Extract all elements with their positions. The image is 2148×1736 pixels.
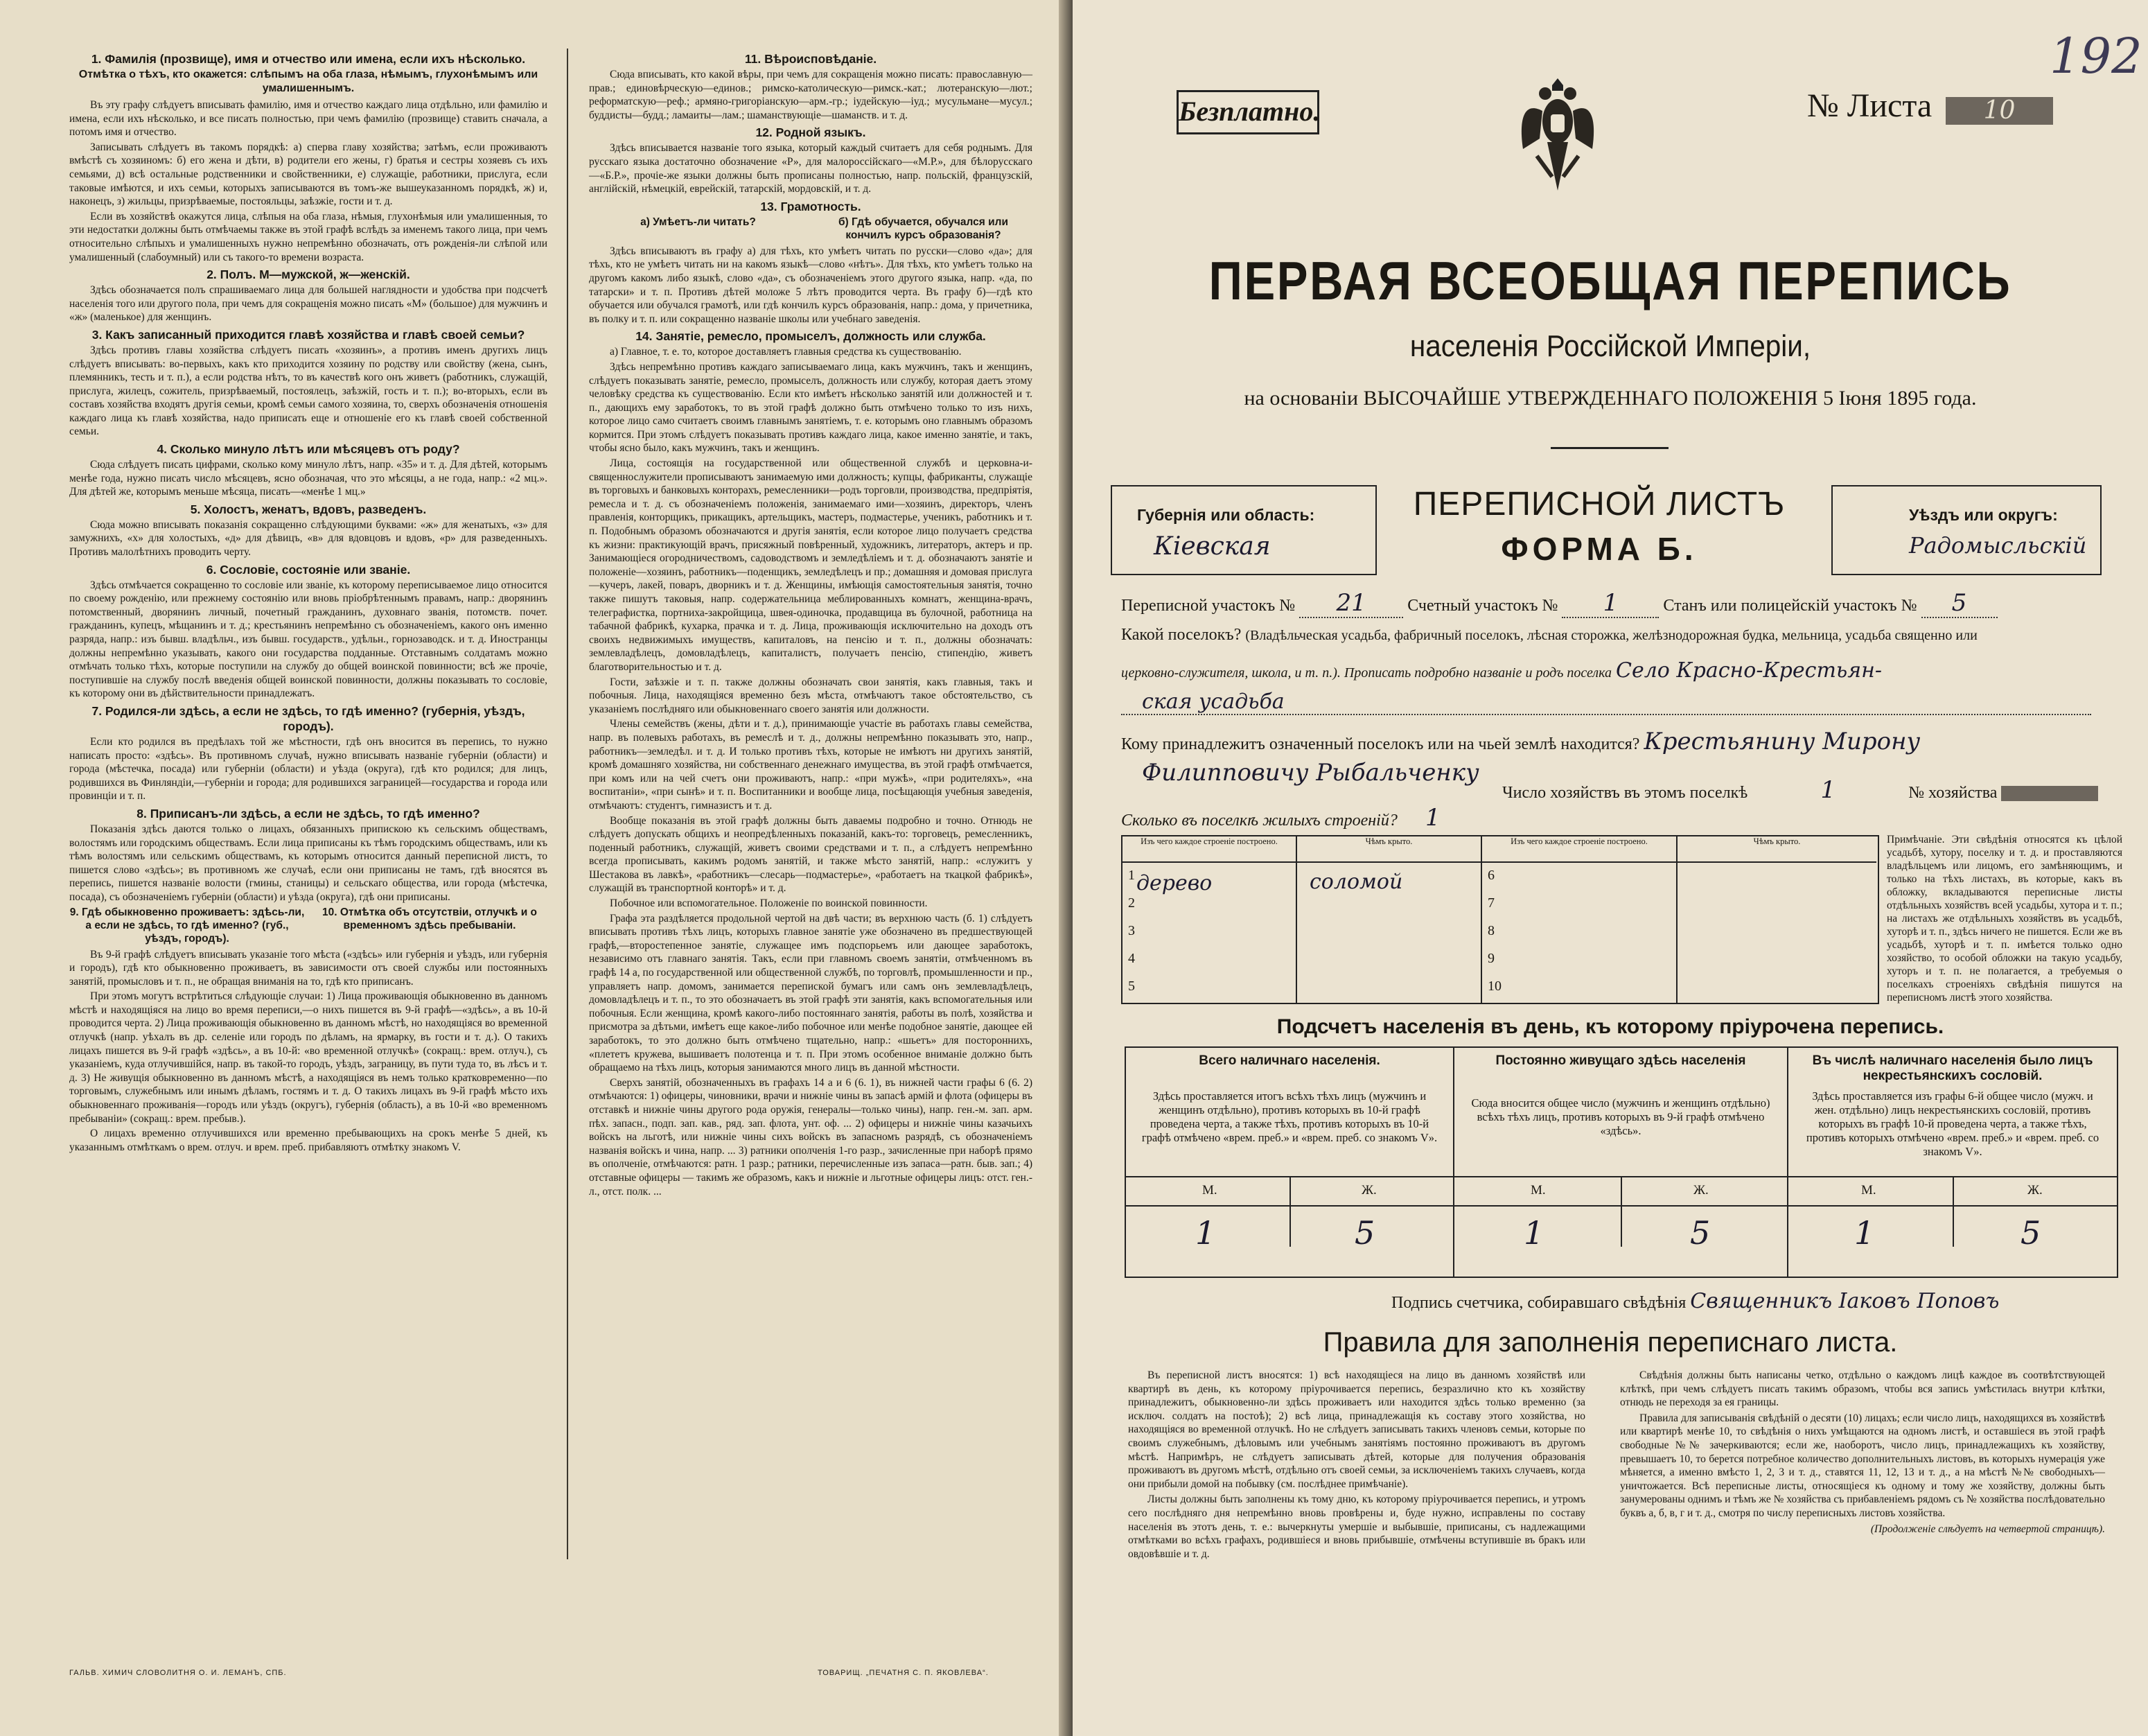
twin-heading (69, 906, 547, 945)
instruction-heading: 11. Вѣроисповѣданіе. (744, 52, 877, 66)
instruction-paragraph: Здѣсь противъ главы хозяйства слѣдуетъ писать «хозяинъ», а противъ именъ другихъ лицъ слѣдуетъ вписывать: во-первыхъ, какъ кто приходится хозяину по родству или свойству (жена, сынъ, племянникъ, тесть и т. п.), а если родства нѣтъ, то въ качествѣ кого онъ живетъ (работникъ, служащій, прислуга, жилецъ, сожитель, призрѣваемый, постоялецъ, заѣзжій, гость и т. п.); во-вторыхъ, если въ составъ хозяйства входятъ другія семьи, кромѣ семьи самого хозяина, то, сверхъ обозначенія отношенія каждаго лица къ главѣ хозяйства, надо приписать еще и отношеніе его къ главѣ своей собственной семьи. (69, 344, 547, 438)
bt-row-number: 2 (1128, 895, 1135, 911)
instruction-heading: 3. Какъ записанный приходится главѣ хозяйства и главѣ своей семьи? (91, 327, 525, 342)
settlement-hint: (Владѣльческая усадьба, фабричный поселокъ, лѣсная сторожка, желѣзнодорожная будка, мельница, усадьба священно или (1245, 628, 1978, 643)
census-form-page (1073, 0, 2148, 1736)
settlement-line (1121, 626, 1978, 645)
instruction-heading: 5. Холостъ, женатъ, вдовъ, разведенъ. (190, 502, 427, 516)
instruction-paragraph: Если въ хозяйствѣ окажутся лица, слѣпыя на оба глаза, нѣмыя, глухонѣмыя или умалишенныя, то эти недостатки должны быть отмѣчаемы также въ этой графѣ вслѣдъ за именемъ такого лица, при чемъ относительно слѣпыхъ и умалишенныхъ нужно непремѣнно обозначать, отъ рожденія-ли слѣпой или умалишенный (слабоумный) или съ такого-то времени возраста. (69, 210, 547, 263)
instruction-paragraph: Сюда можно вписывать показанія сокращенно слѣдующими буквами: «ж» для женатыхъ, «з» для замужнихъ, «х» для холостыхъ, «д» для дѣвицъ, «в» для вдовцовъ и вдовъ, «р» для разведенныхъ. Противъ малолѣтнихъ проводить черту. (69, 518, 547, 559)
twin-heading-part: б) Гдѣ обучается, обучался или кончилъ курсъ образованія? (838, 216, 1009, 241)
instructions-page (0, 0, 1073, 1736)
ct-permanent-male[interactable]: 1 (1524, 1214, 1544, 1252)
police-district-label: Станъ или полицейскій участокъ № (1663, 597, 1917, 615)
instruction-paragraph: Въ 9-й графѣ слѣдуетъ вписывать указаніе того мѣста («здѣсь» или губернія и уѣздъ, или губернія и городъ), гдѣ кто обыкновенно проживаетъ, въ зависимости отъ своей службы или постоянныхъ занятій, промысловъ и т. п., не обращая вниманія на то, гдѣ кто приписанъ. (69, 948, 547, 988)
signature-line (1391, 1289, 1999, 1313)
bt-row1-material[interactable]: дерево (1136, 871, 1213, 895)
census-subtitle: населенія Россійской Имперіи, (1409, 329, 1811, 363)
bt-header-roof: Чѣмъ крыто. (1297, 836, 1481, 863)
instruction-heading: 8. Приписанъ-ли здѣсь, а если не здѣсь, то гдѣ именно? (137, 806, 480, 821)
instruction-paragraph: а) Главное, т. е. то, которое доставляетъ главныя средства къ существованію. (610, 346, 962, 358)
instruction-paragraph: Гости, заѣзжіе и т. п. также должны обозначать свои занятія, какъ главныя, такъ и побочныя. Лица, находящіяся временно безъ мѣста, отмѣчаютъ такое обстоятельство, съ указаніемъ послѣдняго или обыкновеннаго своего занятія или должности. (589, 676, 1032, 715)
census-district-label: Переписной участокъ № (1121, 597, 1296, 615)
instruction-paragraph: Если кто родился въ предѣлахъ той же мѣстности, гдѣ онъ вносится въ перепись, то нужно написать просто: «здѣсь». Въ противномъ случаѣ, нужно вписывать названіе губерніи (области) и города (мѣстечка, посада) или губерніи (области) и уѣзда (округа), гдѣ кто родился; для лицъ, родившихся въ Финляндіи,—губерніи и города; для родившихся заграницей—государства и города или провинціи и т. п. (69, 735, 547, 803)
household-number-label: № хозяйства (1908, 784, 1998, 802)
ct-total-present-male[interactable]: 1 (1195, 1214, 1216, 1252)
uezd-label: Уѣздъ или округъ: (1909, 506, 2058, 524)
census-basis: на основаніи ВЫСОЧАЙШЕ УТВЕРЖДЕННАГО ПОЛОЖЕНІЯ 5 Іюня 1895 года. (1244, 387, 1977, 410)
settlement-label: Какой поселокъ? (1121, 626, 1242, 644)
rules-column-1 (1128, 1369, 1585, 1563)
buildings-count-line (1121, 804, 1464, 832)
owner-value-2[interactable]: Филипповичу Рыбальченку (1142, 759, 1479, 787)
ct-permanent-body: Сюда вносится общее число (мужчинъ и женщинъ отдѣльно) всѣхъ тѣхъ лицъ, противъ которыхъ въ 9-й графѣ отмѣчено «здѣсь». (1471, 1096, 1770, 1137)
bt-col-material-2 (1482, 836, 1678, 1003)
rule-paragraph: Въ переписной листъ вносятся: 1) всѣ находящіеся на лицо въ данномъ хозяйствѣ или квартирѣ въ день, къ которому пріурочивается перепись, безразлично кто къ хозяйству принадлежитъ, обыкновенно-ли здѣсь проживаетъ или находится здѣсь только временно (за исключ. солдатъ на постоѣ); 2) всѣ лица, принадлежащія къ составу этого хозяйства, но находящіяся во временной отлучкѣ. Но не слѣдуетъ записывать такихъ членовъ семьи, которые по своимъ служебнымъ, дѣловымъ или учебнымъ занятіямъ постоянно проживаютъ въ другомъ мѣстѣ. Напримѣръ, не слѣдуетъ записывать дѣтей, которые для получения образованія проживаютъ въ другомъ мѣстѣ, отдѣльно отъ своей семьи, за исключеніемъ такихъ случаевъ, когда они прибыли домой на побывку (см. послѣднее примѣчаніе). (1128, 1369, 1585, 1490)
settlement-value-2[interactable]: ская усадьба (1142, 690, 1285, 714)
bt-header-roof-2: Чѣмъ крыто. (1678, 836, 1876, 863)
rule-paragraph: Листы должны быть заполнены къ тому дню, къ которому пріурочивается перепись, и утромъ сего послѣдняго дня непремѣнно вновь провѣрены и, буде нужно, исправлены по составу населенія въ этотъ день, т. е.: вычеркнуты умершіе и выбывшіе, приписаны, съ надлежащими отмѣтками во всѣхъ графахъ, родившіеся и вновь прибывшіе, отмѣчены вступившіе въ бракъ или овдовѣвшіе и т. д. (1128, 1493, 1585, 1560)
owner-line (1121, 728, 1920, 755)
bt-col-material (1123, 836, 1297, 1003)
uezd-value[interactable]: Радомысльскій (1909, 532, 2087, 559)
instructions-column-2 (589, 49, 1032, 1200)
instruction-paragraph: Показанія здѣсь даются только о лицахъ, обязанныхъ припискою къ сельскимъ обществамъ, волостямъ или городскимъ обществамъ. Если лица приписаны къ тѣмъ городскимъ обществамъ, или къ тѣмъ волостямъ или сельскимъ обществамъ, къ которымъ относится данный переписной листъ, то пишется слово «здѣсь»; въ противномъ же случаѣ, если они приписаны не тамъ, гдѣ вносятся въ перепись, пишется названіе волости (гмины, станицы) и сельскаго общества, или города (мѣстечка, посада), съ обозначеніемъ губерніи (области) и уѣзда (округа), гдѣ они приписаны. (69, 823, 547, 903)
police-district-value[interactable]: 5 (1921, 589, 1998, 618)
bt-col-roof-2 (1678, 836, 1876, 1003)
female-label: Ж. (1693, 1183, 1709, 1198)
uezd-box (1831, 485, 2102, 575)
household-number-redacted (2001, 786, 2098, 801)
ct-non-peasant-female[interactable]: 5 (2021, 1214, 2041, 1252)
count-district-value[interactable]: 1 (1562, 589, 1659, 618)
instruction-paragraph: Въ эту графу слѣдуетъ вписывать фамилію, имя и отчество каждаго лица отдѣльно, или фамилію и имена, если ихъ нѣсколько, и все писать полностью, при чемъ фамилію (прозвище) ставить сначала, а потомъ имя и отчество. (69, 99, 547, 139)
instruction-paragraph: Здѣсь обозначается полъ спрашиваемаго лица для большей наглядности и удобства при подсчетѣ населенія того или другого пола, при чемъ для сокращенія можно писать «М» (большое) для мужчинъ и «ж» (маленькое) для женщинъ. (69, 284, 547, 324)
instruction-paragraph: Сюда слѣдуетъ писать цифрами, сколько кому минуло лѣтъ, напр. «35» и т. д. Для дѣтей, которымъ менѣе года, нужно писать число мѣсяцевъ, ясно обозначая, что это мѣсяцы, а не года, напр.: «2 мц.». Для дѣтей же, которымъ меньше мѣсяца, писать—«менѣе 1 мц.» (69, 459, 547, 498)
form-header-box (1111, 485, 2102, 575)
bt-row-number: 1 (1128, 868, 1135, 883)
female-label: Ж. (1362, 1183, 1377, 1198)
instruction-paragraph: О лицахъ временно отлучившихся или временно пребывающихъ на срокъ менѣе 5 дней, къ указаннымъ отмѣткамъ о врем. отлуч. и врем. преб. прибавляютъ отмѣтку знакомъ V. (69, 1128, 547, 1153)
instruction-heading: 2. Полъ. М—мужской, ж—женскій. (206, 268, 410, 282)
ct-total-present-female[interactable]: 5 (1355, 1214, 1375, 1252)
female-label: Ж. (2027, 1183, 2043, 1198)
ct-split (1289, 1177, 1291, 1247)
twin-heading (589, 216, 1032, 242)
instructions-column-1 (69, 49, 547, 1155)
twin-heading-part: 9. Гдѣ обыкновенно проживаетъ: здѣсь-ли, а если не здѣсь, то гдѣ именно? (губ., уѣздъ, городъ). (69, 906, 305, 945)
rule-paragraph: (Продолженіе слѣдуетъ на четвертой страницѣ). (1870, 1523, 2105, 1535)
settlement-value[interactable]: Село Красно-Крестьян- (1615, 658, 1882, 683)
ct-total-present-body: Здѣсь проставляется итогъ всѣхъ тѣхъ лицъ (мужчинъ и женщинъ отдѣльно), противъ которыхъ въ 10-й графѣ проведена черта, а также тѣхъ, противъ которыхъ въ 10-й графѣ отмѣчено «врем. преб.» и «врем. преб. со знакомъ V». (1141, 1089, 1438, 1144)
instruction-paragraph: Сверхъ занятій, обозначенныхъ въ графахъ 14 а и 6 (6. 1), въ нижней части графы 6 (6. 2) отмѣчаются: 1) офицеры, чиновники, врачи и нижніе чины въ запасѣ армій и флота (офицеры въ отставкѣ и нижніе чины другого рода оружія, генералы—только чины), напр. ген.-м. зап. арм. пѣх. запасн., подп. зап. кав., ряд. зап. флота, унт. оф. ... 2) офицеры и нижніе чины казачьихъ войскъ на льготѣ, или нижніе чины сихъ войскъ въ запасномъ разрядѣ, съ обозначеніемъ названія войскъ и чина, напр. ... 3) ратники ополченія 1-го разр., зачисленные при наборѣ прямо въ ополченіе, отмѣчаются: ратн. 1 разр.; ратники, перечисленные изъ запаса—ратн. быв. зап.; 4) отставные офицеры — такимъ же образомъ, какъ и нижніе и льготные офицеры лицъ: отст. ген.-л., отст. полк. ... (589, 1076, 1032, 1198)
ct-mj-row (1126, 1176, 1453, 1207)
male-label: М. (1202, 1183, 1217, 1198)
instruction-paragraph: Здѣсь непремѣнно противъ каждаго записываемаго лица, какъ мужчинъ, такъ и женщинъ, слѣдуетъ показывать занятіе, ремесло, промыселъ, должность или службу, которая даетъ этому человѣку средства къ существованію. Если кто имѣетъ нѣсколько занятій или должностей и т. п., дающихъ ему заработокъ, то въ этой графѣ должно быть отмѣчено только то изъ нихъ, которое лицо само считаетъ своимъ главнымъ занятіемъ, т. е. которымъ оно главнымъ образомъ кормится. При этомъ слѣдуетъ показывать противъ каждаго лица, какое именно занятіе, и такъ, чтобы ясно было, какъ мужчинъ, такъ и женщинъ. (589, 360, 1032, 455)
male-label: М. (1861, 1183, 1876, 1198)
ct-total-present (1126, 1048, 1454, 1277)
gubernia-box (1111, 485, 1377, 575)
bt-row1-roof[interactable]: соломой (1310, 870, 1403, 894)
ct-split (1953, 1177, 1954, 1247)
instruction-paragraph: При этомъ могутъ встрѣтиться слѣдующіе случаи: 1) Лица проживающія обыкновенно въ данномъ мѣстѣ и находящіяся на лицо во время переписи,—о нихъ пишется въ 9-й графѣ—«здѣсь», а въ 10-й проводится черта. 2) Лица проживающія обыкновенно въ данномъ мѣстѣ, но находящіяся во временной отлучкѣ (напр. уѣхалъ въ др. селеніе или городъ по дѣламъ, на ярмарку, въ гости и т. д.). О такихъ лицахъ пишется въ 9-й графѣ «здѣсь», а въ 10-й: «во временной отлучкѣ» (сокращ.: врем. отлуч.), съ указаніемъ, куда отлучившійся, напр. въ такой-то городъ, уѣздъ, заграницу, въ пути туда то, въ лѣсъ и т. д. 3) Не живущія обыкновенно въ данномъ мѣстѣ, а находящіяся въ немъ только кратковременно—по торговымъ, служебнымъ или инымъ дѣламъ, гостямъ и т. д. О такихъ лицахъ въ 9-й графѣ мѣсто ихъ обыкновеннаго проживанія—городъ или уѣздъ (округъ), губернія (область), а въ 10-й «во временномъ пребываніи» (сокращ.: врем. пребыв.). (69, 990, 547, 1125)
bt-row-number: 10 (1488, 979, 1502, 994)
instruction-heading: 6. Сословіе, состояніе или званіе. (206, 562, 411, 577)
instruction-paragraph: Вообще показанія въ этой графѣ должны быть даваемы подробно и точно. Отнюдь не слѣдуетъ допускать общихъ и неопредѣленныхъ показаній, какъ-то: торговецъ, ремесленникъ, поденный работникъ, служащій, живетъ своими средствами и т. п., а слѣдуетъ непремѣнно всегда прописывать, какимъ родомъ занятій, и также мѣсто занятій, напр.: «служитъ у Шестакова въ лавкѣ», «работникъ—слесарь—подмастерье», «работаетъ на ткацкой фабрикѣ», служащій въ транспортной конторѣ» и т. д. (589, 814, 1032, 895)
rules-column-2 (1620, 1369, 2105, 1538)
settlement-hint-2: церковно-служителя, школа, и т. п.). Прописать подробно названіе и родъ поселка (1121, 665, 1612, 681)
bt-row-number: 4 (1128, 951, 1135, 966)
form-title-line1: ПЕРЕПИСНОЙ ЛИСТЪ (1413, 486, 1786, 523)
bt-col-roof (1297, 836, 1482, 1003)
bt-row-number: 6 (1488, 868, 1495, 883)
archive-page-number: 192 (2050, 28, 2142, 85)
settlement-line-2 (1121, 658, 1882, 683)
district-line (1121, 589, 1998, 618)
form-title (1388, 485, 1811, 568)
ct-total-present-head: Всего наличнаго населенія. (1199, 1053, 1380, 1068)
instruction-heading: 14. Занятіе, ремесло, промыселъ, должность или служба. (635, 329, 986, 344)
instruction-heading: Отмѣтка о тѣхъ, кто окажется: слѣпымъ на оба глаза, нѣмымъ, глухонѣмымъ или умалишеннымъ. (78, 69, 538, 94)
instruction-heading: 7. Родился-ли здѣсь, а если не здѣсь, то гдѣ именно? (губернія, уѣздъ, городъ). (91, 703, 525, 733)
instruction-paragraph: Члены семействъ (жены, дѣти и т. д.), принимающіе участіе въ работахъ главы семейства, напр. въ полевыхъ работахъ, въ ремеслѣ и т. д., должны непремѣнно показывать это, напр., работникъ—земледѣл. и т. д. И только противъ тѣхъ, которые не имѣютъ ни другихъ занятій, кромѣ домашняго хозяйства, ни собственнаго денежнаго имущества, въ этой графѣ отмѣчается, при комъ или на чей счетъ они проживаютъ, напр.: «при мужѣ», «при родителяхъ», «на воспитаніи», «при сынѣ» и т. п. Воспитанники и вообще лица, посѣщающія учебныя заведенія, отмѣчаютъ: студентъ, гимназистъ и т. д. (589, 718, 1032, 812)
census-title: ПЕРВАЯ ВСЕОБЩАЯ ПЕРЕПИСЬ (1208, 250, 2012, 311)
printer-footnote-right: ТОВАРИЩ. „ПЕЧАТНЯ С. П. ЯКОВЛЕВА“. (818, 1669, 989, 1677)
gubernia-label: Губернія или область: (1137, 506, 1315, 524)
instruction-paragraph: Побочное или вспомогательное. Положеніе по воинской повинности. (610, 897, 928, 910)
instruction-heading: 13. Грамотность. (760, 199, 861, 213)
settlement-line-3 (1121, 690, 2091, 715)
ct-permanent (1454, 1048, 1788, 1277)
gubernia-value[interactable]: Кіевская (1154, 532, 1271, 561)
census-district-value[interactable]: 21 (1299, 589, 1403, 618)
instruction-paragraph: Записывать слѣдуетъ въ такомъ порядкѣ: а) сперва главу хозяйства; затѣмъ, если проживаютъ вмѣстѣ съ хозяиномъ: б) его жена и дѣти, в) родители его жены, г) братья и сестры хозяевъ съ ихъ семьями, д) всѣ остальные родственники и свойственники, е) служащіе, работники, прислуга, если таковые имѣются, и ихъ семьи, которыхъ записываются въ томъ-же вышеуказанномъ порядкѣ, ж) и, наконецъ, з) жильцы, призрѣваемые, постояльцы, заѣзжіе, гости и т. д. (69, 141, 547, 208)
instruction-paragraph: Графа эта раздѣляется продольной чертой на двѣ части; въ верхнюю часть (б. 1) слѣдуетъ вписывать противъ тѣхъ лицъ, которыхъ главное занятіе уже обозначено въ предшествующей графѣ,—второстепенное занятіе, служащее имъ подспорьемъ или дающее заработокъ, независимо отъ главнаго занятія. Такъ, если при главномъ своемъ занятіи, отмѣченномъ въ графѣ 14 а, по государственной или общественной службѣ, по торговлѣ, промышленности и пр., управляетъ напр. домомъ, занимается перепиской бумагъ или самъ онъ землевладѣлецъ, домовладѣлецъ и т. п., то это обозначаетъ въ этой графѣ эти занятія, какъ вспомогательныя или побочныя. Если женщина, кромѣ какого-либо постояннаго занятія, работы въ полѣ, хозяйства и присмотра за дѣтьми, имѣетъ еще какое-либо побочное или менѣе подобное занятіе, дающее ей заработокъ, то это должно быть отмѣчено тщательно, напр.: «шьетъ» для постороннихъ, «плететъ кружева, вышиваетъ полотенца и т. п. При этомъ особенное вниманіе должно быть обращаемо на тѣхъ лицъ, которыя занимаются много лицъ въ данной мѣстности. (589, 912, 1032, 1074)
male-label: М. (1531, 1183, 1546, 1198)
rule-paragraph: Свѣдѣнія должны быть написаны четко, отдѣльно о каждомъ лицѣ каждое въ соотвѣтствующей клѣткѣ, при чемъ слѣдуетъ писать такимъ образомъ, чтобы вся запись умѣстилась внутри клѣтки, отнюдь не переходя за ея границы. (1620, 1369, 2105, 1409)
households-count-value[interactable]: 1 (1820, 776, 1836, 804)
bt-row-number: 3 (1128, 923, 1135, 938)
ct-split (1621, 1177, 1622, 1247)
households-count-label: Число хозяйствъ въ этомъ поселкѣ (1502, 784, 1748, 802)
bt-row-number: 8 (1488, 923, 1495, 938)
instruction-paragraph: Здѣсь вписываютъ въ графу а) для тѣхъ, кто умѣетъ читать по русски—слово «да»; для тѣхъ, кто не умѣетъ читать ни на какомъ языкѣ—слово «нѣтъ». Для тѣхъ, кто умѣетъ только на другомъ какомъ либо языкѣ, слово «да», съ обозначеніемъ этого другого языка, напр. «да, по татарски» и т. п. Противъ дѣтей моложе 5 лѣтъ проводится черта. Въ графу б)—гдѣ кто обучается или обучался грамотѣ, или гдѣ кончилъ курсъ образованія, напр.: дома, у причетника, въ полку и т. п. или сокращенно названіе школы или учебнаго заведенія. (589, 245, 1032, 325)
title-divider (1551, 447, 1669, 449)
signature-label: Подпись счетчика, собиравшаго свѣдѣнія (1391, 1294, 1687, 1312)
bt-row-number: 7 (1488, 895, 1495, 911)
ct-non-peasant (1788, 1048, 2117, 1277)
ct-permanent-head: Постоянно живущаго здѣсь населенія (1495, 1053, 1746, 1068)
buildings-note: Примѣчаніе. Эти свѣдѣнія относятся къ цѣлой усадьбѣ, хутору, поселку и т. д. и проставляются владѣльцемъ или лицомъ, его замѣняющимъ, и только на тѣхъ листахъ, въ которые, какъ въ обложку, вкладываются переписные листы отдѣльныхъ хозяйствъ всей усадьбы, хутора и т. п.; на листахъ же отдѣльныхъ хозяйствъ въ усадьбѣ, хуторѣ и т. п., здѣсь ничего не пишется. Если же въ усадьбѣ, хуторѣ и т. п. имѣется только одно хозяйство, то особой обложки на такую усадьбу, хуторъ и т. п. не полагается, а требуемыя о поселкахъ строеніяхъ свѣдѣнія пишутся на переписномъ листѣ этого хозяйства. (1887, 834, 2122, 1003)
owner-value[interactable]: Крестьянину Мирону (1644, 728, 1921, 755)
count-district-label: Счетный участокъ № (1407, 597, 1558, 615)
rules-title: Правила для заполненія переписнаго листа. (1323, 1327, 1898, 1358)
free-label: Безплатно. (1177, 90, 1319, 134)
buildings-count-label: Сколько въ поселкѣ жилыхъ строеній? (1121, 812, 1398, 830)
buildings-table (1121, 835, 1879, 1004)
instruction-heading: 12. Родной языкъ. (755, 125, 866, 140)
instruction-heading: 4. Сколько минуло лѣтъ или мѣсяцевъ отъ роду? (157, 442, 460, 457)
sheet-number-value[interactable]: 10 (1946, 97, 2053, 125)
owner-label: Кому принадлежитъ означенный поселокъ или на чьей землѣ находится? (1121, 735, 1640, 753)
instruction-heading: 1. Фамилія (прозвище), имя и отчество или имена, если ихъ нѣсколько. (91, 52, 526, 66)
ct-non-peasant-head: Въ числѣ наличнаго населенія было лицъ некрестьянскихъ сословій. (1812, 1053, 2093, 1083)
rule-paragraph: Правила для записыванія свѣдѣній о десяти (10) лицахъ; если число лицъ, находящихся въ хозяйствѣ или квартирѣ менѣе 10, то свѣдѣнія о нихъ умѣщаются на одномъ листѣ, и оставшіеся въ этой графѣ свободные №№ зачеркиваются; если же, наоборотъ, число лицъ, принадлежащихъ къ хозяйству, превышаетъ 10, то берется потребное количество дополнительныхъ листовъ, въ которыхъ нумерація уже мѣняется, а именно вмѣсто 1, 2, 3 и т. д., ставятся 11, 12, 13 и т. д., а на мѣстѣ №№ свободныхъ—уничтожается. Всѣ переписные листы, относящіеся къ одному и тому же хозяйству, должны быть занумерованы однимъ и тѣмъ же № хозяйства съ прибавленіемъ рядомъ съ № хозяйства послѣдовательно буквъ а, б, в, г и т. д., смотря по числу переписныхъ листовъ хозяйства. (1620, 1412, 2105, 1519)
ct-non-peasant-body: Здѣсь проставляется изъ графы 6-й общее число (мужч. и жен. отдѣльно) лицъ некрестьянскихъ сословій, противъ которыхъ въ графѣ 10-й проведена черта, а также тѣхъ, противъ которыхъ отмѣчено «врем. преб.» и «врем. преб. со знакомъ V». (1806, 1089, 2099, 1158)
count-title: Подсчетъ населенія въ день, къ которому пріурочена перепись. (1276, 1015, 1944, 1038)
instruction-paragraph: Здѣсь отмѣчается сокращенно то сословіе или званіе, къ которому переписываемое лицо относится по своему рожденію, или прежнему состоянію или вновь пріобрѣтеннымъ правамъ, напр.: дворянинъ потомственный, дворянинъ личный, почетный гражданинъ, духовнаго званія, потомств. почет. гражданинъ, купецъ, мѣщанинъ и т. д.; крестьянинъ непремѣнно съ обозначеніемъ, какого онъ именно разряда, напр.: изъ бывш. владѣльч., изъ бывш. государств., удѣльн., горнозаводск. и т. д. Иностранцы должны непремѣнно указывать, какого они государства подданные. Отставнымъ солдатамъ можно отмѣчать только тѣхъ, которые поступили на службу до общей воинской повинности; всѣ же прочіе, поступившіе на службу послѣ введенія общей воинской повинности, должны показывать то сословіе, къ которому они въ дѣйствительности принадлежатъ. (69, 579, 547, 700)
bt-row-number: 9 (1488, 951, 1495, 966)
column-divider (567, 49, 568, 1559)
population-count-table (1125, 1046, 2118, 1278)
ct-mj-row (1454, 1176, 1787, 1207)
ct-mj-row (1788, 1176, 2117, 1207)
twin-heading-part: 10. Отмѣтка объ отсутствіи, отлучкѣ и о временномъ здѣсь пребываніи. (322, 906, 538, 931)
bt-header-material-2: Изъ чего каждое строеніе построено. (1482, 836, 1676, 863)
instruction-paragraph: Здѣсь вписывается названіе того языка, который каждый считаетъ для себя роднымъ. Для русскаго языка достаточно обозначение «Р», для малороссійскаго—«М.Р.», для бѣлорусскаго—«Б.Р.», прочіе-же языки должны быть прописаны полностью, напр. польскій, французскій, англійскій, нѣмецкій, еврейскій, татарскій, мордовскій, и т. д. (589, 142, 1032, 195)
bt-header-material: Изъ чего каждое строеніе построено. (1123, 836, 1296, 863)
printer-footnote-left: ГАЛЬВ. ХИМИЧ СЛОВОЛИТНЯ О. И. ЛЕМАНЪ, СПБ. (69, 1669, 287, 1677)
instruction-paragraph: Сюда вписывать, кто какой вѣры, при чемъ для сокращенія можно писать: православную—прав.; единовѣрческую—единов.; римско-католическую—римск.-кат.; лютеранскую—лют.; реформатскую—реф.; армяно-григоріанскую—арм.-гр.; іудейскую—іуд.; мусульмане—мусул.; буддисты—будд.; ламаиты—лам.; шаманствующіе—шаманств. и т. д. (589, 69, 1032, 121)
double-headed-eagle-emblem (1516, 73, 1599, 204)
ct-non-peasant-male[interactable]: 1 (1854, 1214, 1875, 1252)
signature-value[interactable]: Священникъ Іаковъ Поповъ (1690, 1289, 2000, 1313)
twin-heading-part: а) Умѣетъ-ли читать? (640, 216, 756, 228)
sheet-number-label: № Листа (1807, 87, 1933, 124)
ct-permanent-female[interactable]: 5 (1690, 1214, 1711, 1252)
instruction-paragraph: Лица, состоящія на государственной или общественной службѣ и церковна-и-священнослужители прописываютъ занимаемую ими должность; купцы, фабриканты, служащіе въ торговыхъ и банковыхъ конторахъ, ремесленники—родъ торговли, производства, предпріятія, ремесла и т. д. съ обозначеніемъ положенія, занимаемаго ими—хозяинъ, директоръ, членъ правленія, конторщикъ, прикащикъ, артельщикъ, мастеръ, подмастерье, ученикъ, работникъ и т. п. Подобнымъ образомъ обозначаются и другія занятія, если которое лицо получаетъ средства къ жизни: практикующій врачъ, присяжный повѣренный, художникъ, литераторъ, актеръ и пр. Занимающіеся огородничествомъ, садоводствомъ и земледѣліемъ и т. д. обозначаютъ занятіе и положеніе—хозяинъ, работникъ—поденщикъ, земледѣлецъ и пр.; домашняя и домовая прислуга—кучеръ, лакей, поваръ, дворникъ и т. д. Женщины, имѣющія самостоятельныя занятія, точно также пишутъ таковыя, напр. содержательница меблированныхъ комнатъ, женщина-врачъ, телеграфистка, портниха-закройщица, швея-одиночка, продавщица въ булочной, работница на табачной фабрикѣ, кухарка, прачка и т. д. Лица, проживающія исключительно на доходъ отъ своихъ недвижимыхъ имуществъ, капиталовъ, на пенсію и т. п., должны обозначать: землевладѣлецъ, домовладѣлецъ, капиталистъ, получаетъ пенсію, стипендію, живетъ благотворительностью и т. д. (589, 457, 1032, 673)
buildings-count-value[interactable]: 1 (1425, 804, 1441, 832)
bt-row-number: 5 (1128, 979, 1135, 994)
households-line (1502, 776, 2098, 804)
form-title-line2: ФОРМА Б. (1501, 531, 1698, 567)
